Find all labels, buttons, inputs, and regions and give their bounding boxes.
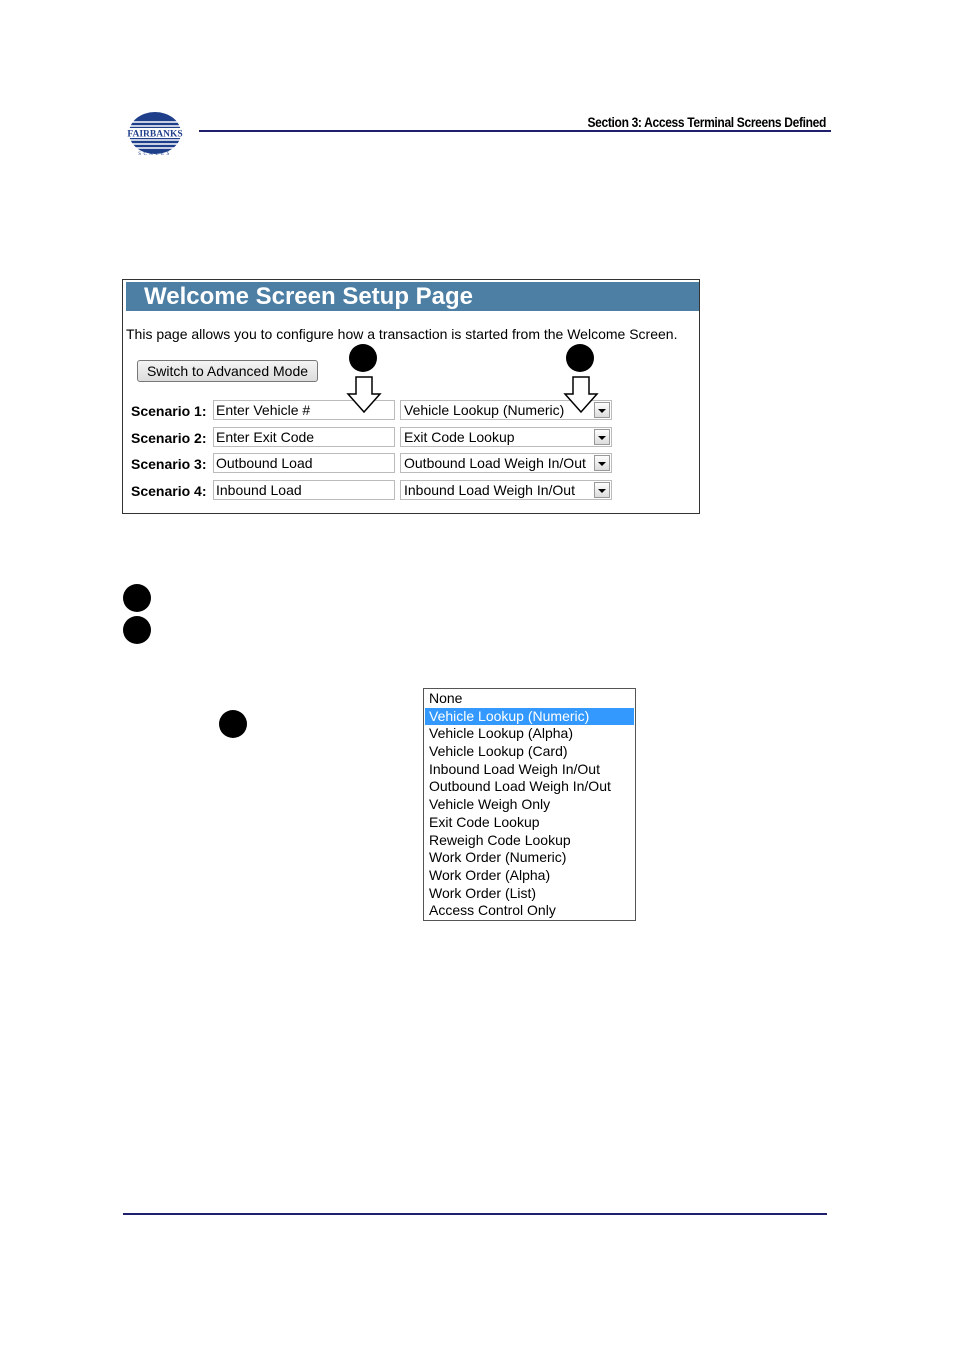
scenario-3-select[interactable] — [400, 453, 612, 473]
listbox-option[interactable]: Work Order (Alpha) — [429, 866, 551, 883]
listbox-option[interactable]: Work Order (Numeric) — [429, 849, 567, 866]
fairbanks-logo — [124, 110, 186, 156]
listbox-option[interactable]: Reweigh Code Lookup — [429, 831, 571, 848]
header-rule — [199, 130, 831, 132]
listbox-option[interactable]: None — [429, 690, 463, 706]
chevron-down-icon[interactable] — [594, 455, 610, 471]
scenario-2-text-input[interactable] — [213, 427, 395, 447]
scenario-3-label: Scenario 3: — [131, 456, 207, 472]
callout-dot-2 — [566, 344, 594, 372]
listbox-option[interactable]: Outbound Load Weigh In/Out — [429, 778, 611, 795]
panel-description: This page allows you to configure how a transaction is started from the Welcome Screen. — [126, 326, 678, 342]
scenario-4-text-input[interactable] — [213, 480, 395, 500]
scenario-1-label: Scenario 1: — [131, 403, 207, 419]
callout-dot-1 — [349, 344, 377, 372]
logo-wordmark: FAIRBANKS — [127, 129, 183, 140]
listbox-option[interactable]: Exit Code Lookup — [429, 813, 540, 830]
arrow-down-icon — [563, 376, 599, 414]
listbox-option[interactable]: Vehicle Lookup (Card) — [429, 743, 568, 760]
scenario-2-select-value: Exit Code Lookup — [404, 429, 515, 445]
chevron-down-icon[interactable] — [594, 482, 610, 498]
arrow-down-icon — [346, 376, 382, 414]
listbox-option[interactable]: Work Order (List) — [429, 884, 537, 901]
legend-dot-1 — [123, 584, 151, 612]
welcome-setup-panel — [122, 279, 700, 514]
scenario-3-select-value: Outbound Load Weigh In/Out — [404, 455, 586, 471]
chevron-down-icon[interactable] — [594, 429, 610, 445]
panel-title: Welcome Screen Setup Page — [126, 282, 699, 311]
scenario-4-select[interactable] — [400, 480, 612, 500]
scenario-2-label: Scenario 2: — [131, 430, 207, 446]
scenario-4-label: Scenario 4: — [131, 483, 207, 499]
scenario-2-select[interactable] — [400, 427, 612, 447]
listbox-option[interactable]: Vehicle Weigh Only — [429, 796, 551, 813]
section-title: Section 3: Access Terminal Screens Defined — [587, 114, 826, 130]
listbox-option[interactable]: Access Control Only — [429, 902, 556, 919]
listbox-option[interactable]: Inbound Load Weigh In/Out — [429, 760, 600, 777]
listbox-option-selected[interactable]: Vehicle Lookup (Numeric) — [425, 708, 634, 726]
scenario-3-text-input[interactable] — [213, 453, 395, 473]
listbox-option[interactable]: Vehicle Lookup (Alpha) — [429, 725, 573, 742]
scenario-1-select-value: Vehicle Lookup (Numeric) — [404, 402, 565, 418]
listbox-callout-dot — [219, 710, 247, 738]
switch-advanced-mode-button[interactable]: Switch to Advanced Mode — [137, 360, 318, 382]
lookup-options-listbox[interactable] — [423, 688, 636, 921]
footer-rule — [123, 1213, 827, 1215]
logo-subtext: SCALES — [138, 152, 172, 156]
legend-dot-2 — [123, 616, 151, 644]
scenario-4-select-value: Inbound Load Weigh In/Out — [404, 482, 575, 498]
